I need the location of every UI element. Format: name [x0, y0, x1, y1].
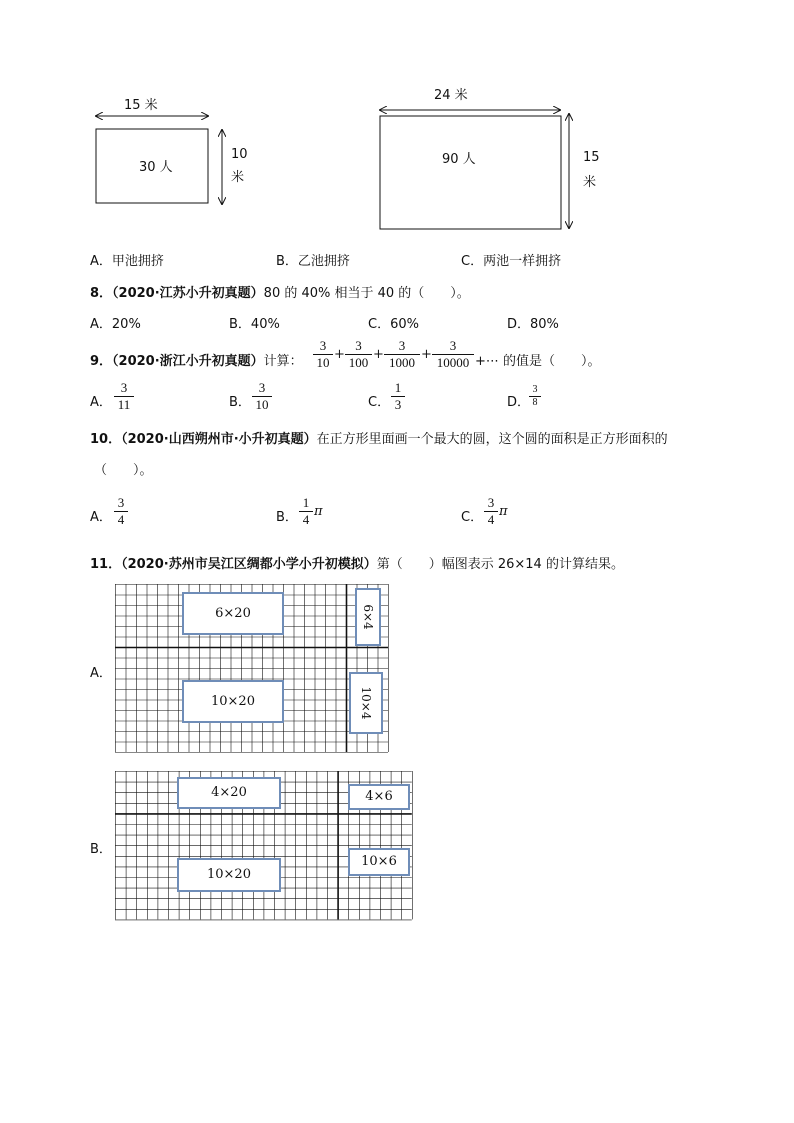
q9-option-c[interactable]: C．	[368, 395, 391, 410]
q10-option-a-fraction: $\frac{3}{4}$	[114, 495, 128, 528]
q11-a-box-10x20: 10×20	[182, 680, 284, 723]
q9-plus-3: +	[421, 347, 432, 362]
q9-plus-2: +	[373, 347, 384, 362]
pool-right-people-label: 90 人	[442, 152, 476, 167]
q11-option-a[interactable]: A．	[90, 666, 112, 681]
q8-option-b[interactable]: B．40%	[229, 317, 280, 332]
q11-b-box-4x6: 4×6	[348, 784, 410, 810]
q9-term-3: $\frac{3}{1000}$	[384, 338, 420, 371]
q11-b-box-10x6: 10×6	[348, 848, 410, 876]
q9-term-1: $\frac{3}{10}$	[313, 338, 333, 371]
q9-term-2: $\frac{3}{100}$	[345, 338, 372, 371]
q9-tail: +⋯ 的值是（ ）。	[475, 354, 601, 369]
q9-option-d-fraction: $\frac{3}{8}$	[529, 384, 541, 409]
q11-b-box-4x20: 4×20	[177, 777, 281, 809]
q11-a-box-6x4: 6×4	[355, 588, 381, 646]
q10-option-c-pi: π	[499, 504, 508, 519]
q8-option-a[interactable]: A．20%	[90, 317, 141, 332]
q10-stem: 10．（2020·山西朔州市·小升初真题）在正方形里面画一个最大的圆，这个圆的面积是正方形面积的	[90, 432, 668, 447]
q9-stem: 9．（2020·浙江小升初真题）计算：	[90, 354, 303, 369]
q9-option-b[interactable]: B．	[229, 395, 251, 410]
pool-right-height-unit: 米	[583, 175, 597, 190]
pool-right-height-num: 15	[583, 150, 600, 165]
q8-stem: 8．（2020·江苏小升初真题）80 的 40% 相当于 40 的（ ）。	[90, 286, 470, 301]
q9-plus-1: +	[334, 347, 345, 362]
q10-option-c-fraction: $\frac{3}{4}$	[484, 495, 498, 528]
q10-option-a[interactable]: A．	[90, 510, 112, 525]
pool-right-width-label: 24 米	[434, 88, 468, 103]
q8-option-c[interactable]: C．60%	[368, 317, 419, 332]
pool-left-height-num: 10	[231, 147, 248, 162]
q10-stem-blank: （ ）。	[94, 463, 153, 478]
pool-left-width-label: 15 米	[124, 98, 158, 113]
q9-option-a-fraction: $\frac{3}{11}$	[114, 380, 134, 413]
q9-option-d[interactable]: D．	[507, 395, 531, 410]
q7-option-b[interactable]: B．乙池拥挤	[276, 254, 350, 269]
q7-option-c[interactable]: C．两池一样拥挤	[461, 254, 562, 269]
q11-a-box-10x4: 10×4	[349, 672, 383, 734]
q9-option-b-fraction: $\frac{3}{10}$	[252, 380, 272, 413]
q11-b-box-10x20: 10×20	[177, 858, 281, 892]
q11-a-box-6x20: 6×20	[182, 592, 284, 635]
q8-option-d[interactable]: D．80%	[507, 317, 559, 332]
pool-left-diagram	[85, 92, 255, 212]
q10-option-b-pi: π	[314, 504, 323, 519]
pool-left-people-label: 30 人	[139, 160, 173, 175]
pool-left-height-unit: 米	[231, 170, 245, 185]
q9-option-c-fraction: $\frac{1}{3}$	[391, 380, 405, 413]
q7-option-a[interactable]: A．甲池拥挤	[90, 254, 164, 269]
q10-option-b[interactable]: B．	[276, 510, 298, 525]
q9-option-a[interactable]: A．	[90, 395, 112, 410]
pool-right-diagram	[370, 97, 590, 237]
q11-option-b[interactable]: B．	[90, 842, 112, 857]
q10-option-c[interactable]: C．	[461, 510, 484, 525]
q11-stem: 11．（2020·苏州市吴江区绸都小学小升初模拟）第（ ）幅图表示 26×14 的计算结果。	[90, 557, 624, 572]
q9-term-4: $\frac{3}{10000}$	[432, 338, 474, 371]
q10-option-b-fraction: $\frac{1}{4}$	[299, 495, 313, 528]
